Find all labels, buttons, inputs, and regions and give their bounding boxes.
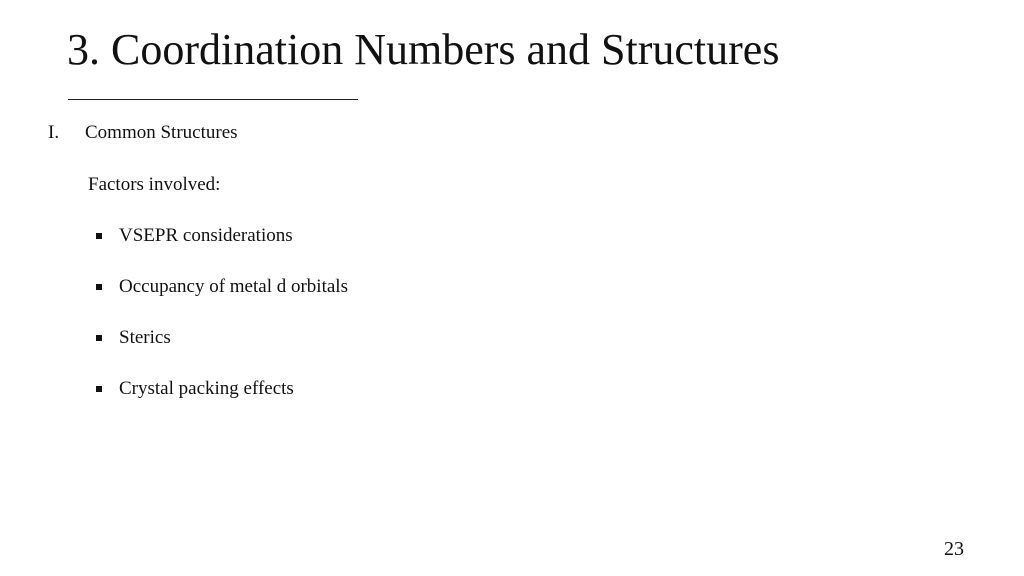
- slide-title: 3. Coordination Numbers and Structures: [67, 25, 780, 74]
- list-item: [96, 275, 348, 326]
- square-bullet-icon: [96, 233, 102, 239]
- title-underline: [68, 99, 358, 100]
- list-item: [96, 224, 348, 275]
- page-number: 23: [944, 538, 964, 560]
- factors-intro: Factors involved:: [88, 174, 221, 195]
- section-numeral: I.: [48, 122, 60, 143]
- square-bullet-icon: [96, 335, 102, 341]
- list-item-text: VSEPR considerations: [119, 225, 293, 246]
- factors-list: [96, 224, 348, 428]
- list-item-text: Sterics: [119, 327, 171, 348]
- square-bullet-icon: [96, 284, 102, 290]
- list-item-text: Crystal packing effects: [119, 378, 294, 399]
- list-item: [96, 326, 348, 377]
- list-item-text: Occupancy of metal d orbitals: [119, 276, 348, 297]
- list-item: [96, 377, 348, 428]
- section-heading: Common Structures: [85, 122, 238, 143]
- square-bullet-icon: [96, 386, 102, 392]
